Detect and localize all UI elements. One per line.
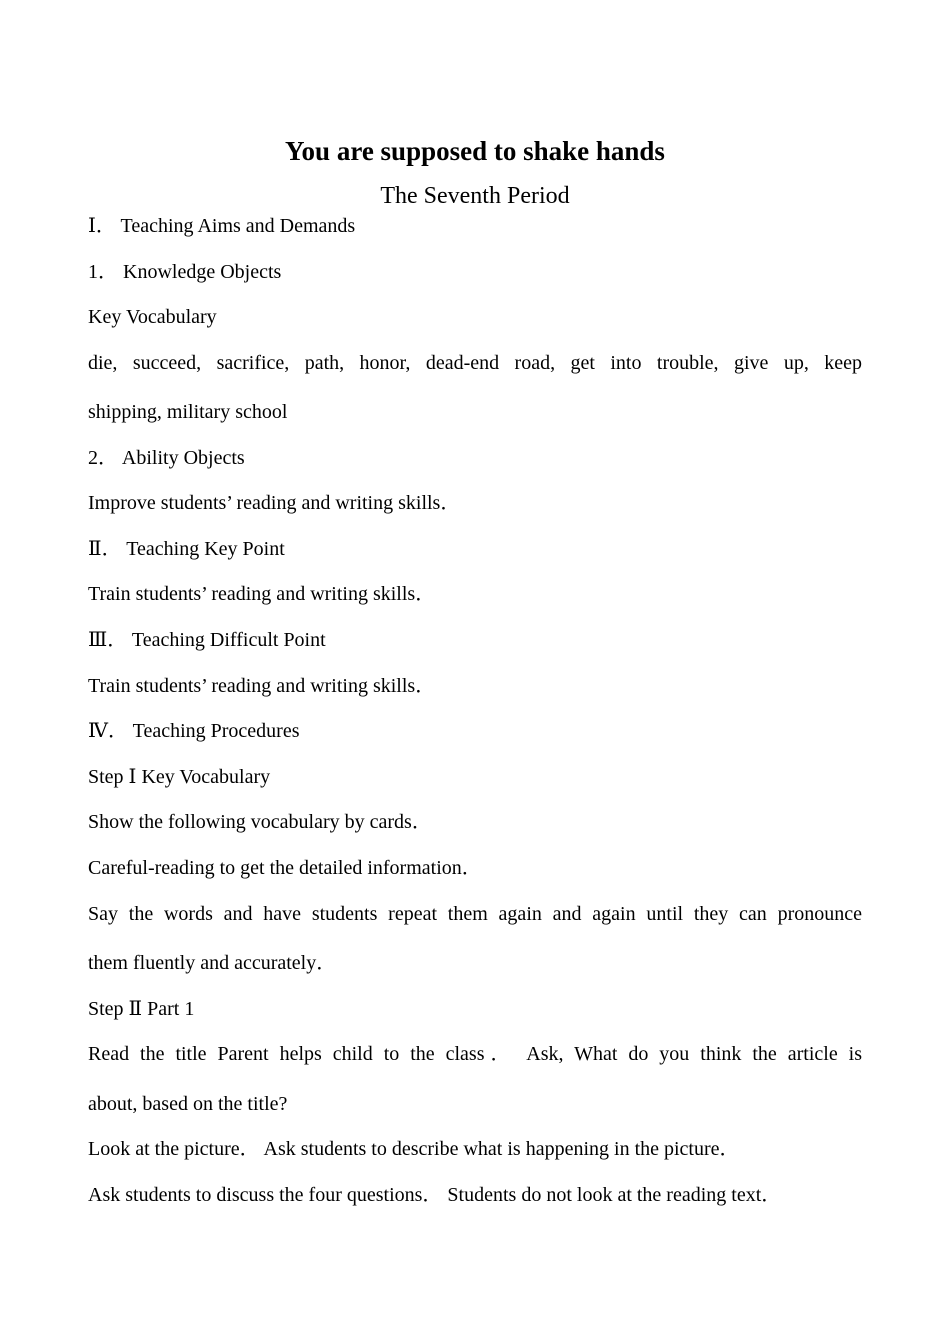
paragraph: die, succeed, sacrifice, path, honor, dead-end road, get into trouble, give up, keep <box>88 352 862 374</box>
paragraph: Say the words and have students repeat them again and again until they can pronounce <box>88 903 862 925</box>
step-heading: Step Ⅰ Key Vocabulary <box>88 766 271 788</box>
paragraph: Careful-reading to get the detailed information． <box>88 857 482 879</box>
section-heading: Ⅳ． Teaching Procedures <box>88 720 300 742</box>
paragraph: Show the following vocabulary by cards． <box>88 811 432 833</box>
step-heading: Step Ⅱ Part 1 <box>88 998 195 1020</box>
paragraph: about, based on the title? <box>88 1093 288 1115</box>
paragraph: Train students’ reading and writing skills． <box>88 583 436 605</box>
section-heading: Ⅰ． Teaching Aims and Demands <box>88 215 356 237</box>
subsection-heading: 2． Ability Objects <box>88 447 245 469</box>
document-title: You are supposed to shake hands <box>285 136 665 166</box>
paragraph: Look at the picture． Ask students to describe what is happening in the picture． <box>88 1138 740 1160</box>
subsection-heading: 1． Knowledge Objects <box>88 261 282 283</box>
paragraph: them fluently and accurately． <box>88 952 337 974</box>
paragraph: Train students’ reading and writing skills． <box>88 675 436 697</box>
paragraph: Key Vocabulary <box>88 306 217 328</box>
paragraph: Improve students’ reading and writing skills． <box>88 492 461 514</box>
paragraph: shipping, military school <box>88 401 288 423</box>
paragraph: Ask students to discuss the four questions． Students do not look at the reading text． <box>88 1184 782 1206</box>
section-heading: Ⅲ． Teaching Difficult Point <box>88 629 326 651</box>
document-subtitle: The Seventh Period <box>380 183 570 209</box>
section-heading: Ⅱ． Teaching Key Point <box>88 538 285 560</box>
paragraph: Read the title Parent helps child to the class． Ask, What do you think the article is <box>88 1043 862 1065</box>
